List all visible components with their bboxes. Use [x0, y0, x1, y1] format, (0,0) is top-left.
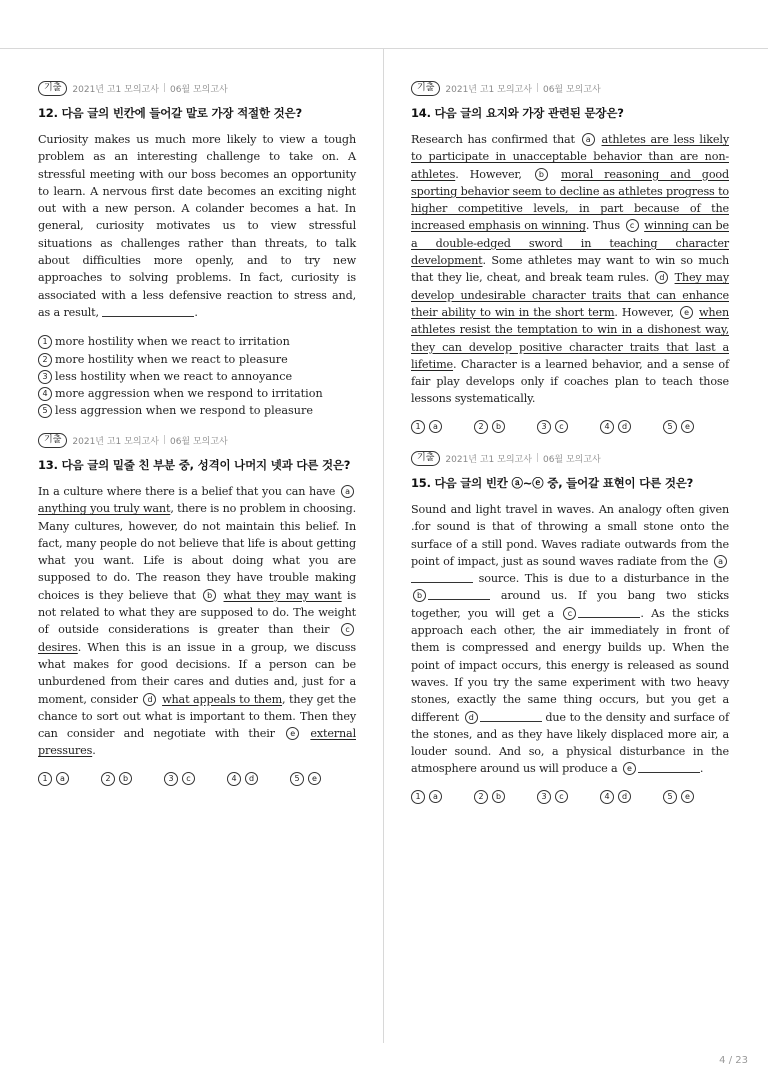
choice-4[interactable]: 4 d	[227, 772, 290, 786]
option-text: more hostility when we react to irritation	[55, 335, 290, 349]
question-meta	[411, 80, 729, 96]
mark-d: d	[143, 693, 156, 706]
answer-blank	[102, 305, 194, 317]
mark-c: c	[341, 623, 354, 636]
choice-4[interactable]: 4 d	[600, 420, 663, 434]
blank-a	[411, 571, 473, 583]
choice-5[interactable]: 5 e	[290, 772, 353, 786]
question-title: 15. 다음 글의 빈칸 ⓐ~ⓔ 중, 들어갈 표현이 다른 것은?	[411, 476, 694, 490]
exam-year: 2021년 고1 모의고사	[445, 84, 532, 95]
exam-year: 2021년 고1 모의고사	[72, 436, 159, 447]
mark-c: c	[626, 219, 639, 232]
question-13	[38, 432, 356, 786]
header-divider	[0, 48, 768, 49]
answer-choices	[411, 420, 729, 434]
exam-month: 06월 모의고사	[169, 436, 228, 447]
choice-2[interactable]: 2 b	[474, 420, 537, 434]
choice-1[interactable]: 1 a	[38, 772, 101, 786]
option-5[interactable]	[38, 402, 356, 419]
underline-a: anything you truly want	[38, 502, 171, 516]
mark-e: e	[286, 727, 299, 740]
underline-a: athletes are less likely to participate in unacceptable behavior than are non-athletes	[411, 133, 729, 181]
blank-e	[638, 761, 700, 773]
source-badge: 기출	[38, 433, 67, 448]
question-passage: Research has confirmed that a athletes are less likely to participate in unacceptable behavior than are non-athletes. However, b moral reasoning and good sporting behavior seem to decline as athletes progress to higher competitive levels, in part because of the increased emphasis on winning. Thus c winning can be a double-edged sword in teaching character development. Some athletes may want to win so much that they lie, cheat, and break team rules. d They may develop undesirable character traits that can enhance their ability to win in the short term. However, e when athletes resist the temptation to win in a dishonest way, they can develop positive character traits that last a lifetime. Character is a learned behavior, and a sense of fair play develops only if coaches plan to teach those lessons systematically.	[411, 133, 730, 406]
exam-month: 06월 모의고사	[542, 454, 601, 465]
question-14	[411, 80, 729, 434]
underline-b: what they may want	[223, 588, 342, 602]
mark-a: a	[582, 133, 595, 146]
exam-year: 2021년 고1 모의고사	[72, 84, 159, 95]
mark-c: c	[563, 607, 576, 620]
underline-d: what appeals to them	[162, 692, 283, 706]
choice-5[interactable]: 5 e	[663, 420, 726, 434]
underline-b: moral reasoning and good sporting behavior seem to decline as athletes progress to higher competitive levels, in part because of the increased emphasis on winning	[411, 167, 730, 233]
blank-b	[428, 588, 490, 600]
exam-month: 06월 모의고사	[169, 84, 228, 95]
choice-5[interactable]: 5 e	[663, 790, 726, 804]
question-15	[411, 450, 729, 804]
option-text: less aggression when we respond to pleasure	[55, 404, 313, 418]
choice-1[interactable]: 1 a	[411, 420, 474, 434]
source-badge: 기출	[411, 451, 440, 466]
question-passage: Curiosity makes us much more likely to view a tough problem as an interesting challenge to take on. A stressful meeting with our boss becomes an opportunity to learn. A nervous first date becomes an exciting night out with a new person. A colander becomes a hat. In general, curiosity motivates us to view stressful situations as challenges rather than threats, to talk about difficulties more openly, and to try new approaches to solving problems. In fact, curiosity is associated with a less defensive reaction to stress and, as a result, .	[38, 133, 356, 319]
question-title: 14. 다음 글의 요지와 가장 관련된 문장은?	[411, 106, 624, 120]
mark-b: b	[535, 168, 548, 181]
option-text: more aggression when we respond to irritation	[55, 387, 323, 401]
choice-2[interactable]: 2 b	[474, 790, 537, 804]
source-badge: 기출	[38, 81, 67, 96]
underline-e: when athletes resist the temptation to win in a dishonest way, they can develop positive character traits that last a lifetime	[411, 305, 730, 371]
mark-a: a	[714, 555, 727, 568]
passage-text: Curiosity makes us much more likely to view a tough problem as an interesting challenge to take on. A stressful meeting with our boss becomes an opportunity to learn. A nervous first date becomes an exciting night out with a new person. A colander becomes a hat. In general, curiosity motivates us to view stressful situations as challenges rather than threats, to talk about difficulties more openly, and to try new approaches to solving problems. In fact, curiosity is associated with a less defensive reaction to stress and, as a result,	[38, 133, 356, 319]
option-1[interactable]	[38, 333, 356, 350]
choice-4[interactable]: 4 d	[600, 790, 663, 804]
choice-1[interactable]: 1 a	[411, 790, 474, 804]
option-text: less hostility when we react to annoyance	[55, 369, 293, 383]
source-badge: 기출	[411, 81, 440, 96]
option-3[interactable]	[38, 368, 356, 385]
option-number: 1	[38, 335, 52, 349]
choice-3[interactable]: 3 c	[537, 420, 600, 434]
underline-e: external pressures	[38, 727, 356, 758]
underline-d: They may develop undesirable character traits that can enhance their ability to win in the short term	[411, 271, 729, 319]
option-number: 2	[38, 353, 52, 367]
underline-c: desires	[38, 640, 78, 654]
mark-b: b	[413, 589, 426, 602]
exam-month: 06월 모의고사	[542, 84, 601, 95]
question-title: 12. 다음 글의 빈칸에 들어갈 말로 가장 적절한 것은?	[38, 106, 302, 120]
blank-d	[480, 710, 542, 722]
choice-2[interactable]: 2 b	[101, 772, 164, 786]
option-number: 3	[38, 370, 52, 384]
mark-b: b	[203, 589, 216, 602]
option-4[interactable]	[38, 385, 356, 402]
question-meta	[38, 432, 356, 448]
meta-separator: |	[162, 435, 166, 445]
choice-3[interactable]: 3 c	[164, 772, 227, 786]
option-2[interactable]	[38, 351, 356, 368]
option-text: more hostility when we react to pleasure	[55, 352, 288, 366]
option-number: 5	[38, 404, 52, 418]
question-meta	[411, 450, 729, 466]
underline-c: winning can be a double-edged sword in teaching character development	[411, 219, 729, 268]
meta-separator: |	[162, 83, 166, 93]
exam-year: 2021년 고1 모의고사	[445, 454, 532, 465]
meta-separator: |	[535, 83, 539, 93]
question-passage: Sound and light travel in waves. An analogy often given .for sound is that of throwing a small stone onto the surface of a still pond. Waves radiate outwards from the point of impact, just as sound waves radiate from the a source. This is due to a disturbance in the b around us. If you bang two sticks together, you will get a c . As the sticks approach each other, the air immediately in front of them is compressed and energy builds up. When the point of impact occurs, this energy is released as sound waves. If you try the same experiment with two heavy stones, exactly the same thing occurs, but you get a different d due to the density and surface of the stones, and as they have likely displaced more air, a louder sound. And so, a physical disturbance in the atmosphere around us will produce a e .	[411, 503, 730, 776]
meta-separator: |	[535, 453, 539, 463]
question-12	[38, 80, 356, 420]
question-title: 13. 다음 글의 밑줄 친 부분 중, 성격이 나머지 넷과 다른 것은?	[38, 458, 351, 472]
question-passage: In a culture where there is a belief that you can have a anything you truly want, there is no problem in choosing. Many cultures, however, do not maintain this belief. In fact, many people do not believe that life is about getting what you want. Life is about doing what you are supposed to do. The reason they have trouble making choices is they believe that b what they may want is not related to what they are supposed to do. The weight of outside considerations is greater than their c desires. When this is an issue in a group, we discuss what makes for good decisions. If a person can be unburdened from their cares and duties and, just for a moment, consider d what appeals to them, they get the chance to sort out what is important to them. Then they can consider and negotiate with their e external pressures.	[38, 485, 357, 758]
page-number: 4 / 23	[719, 1055, 748, 1066]
mark-e: e	[680, 306, 693, 319]
option-number: 4	[38, 387, 52, 401]
column-divider	[383, 48, 384, 1043]
mark-a: a	[341, 485, 354, 498]
mark-d: d	[655, 271, 668, 284]
answer-choices	[411, 790, 729, 804]
mark-e: e	[623, 762, 636, 775]
blank-c	[578, 606, 640, 618]
answer-options	[38, 333, 356, 419]
mark-d: d	[465, 711, 478, 724]
answer-choices	[38, 772, 356, 786]
choice-3[interactable]: 3 c	[537, 790, 600, 804]
question-meta	[38, 80, 356, 96]
